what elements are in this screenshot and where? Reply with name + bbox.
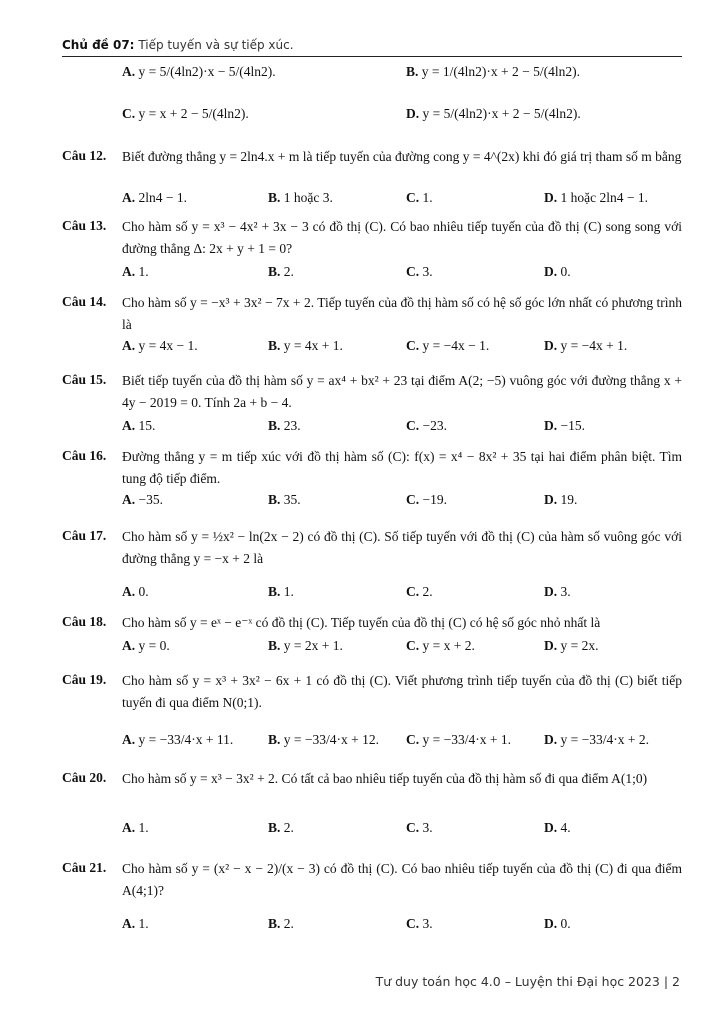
question-text: Cho hàm số y = (x² − x − 2)/(x − 3) có đồ thị (C). Có bao nhiêu tiếp tuyến của đồ thị (C) đi qua điểm A(4;1)? bbox=[122, 861, 682, 898]
question-text: Biết đường thẳng y = 2ln4.x + m là tiếp tuyến của đường cong y = 4^(2x) khi đó giá trị tham số m bằng bbox=[122, 149, 682, 164]
option-d: D. y = 2x. bbox=[544, 638, 599, 653]
option-b: B. y = 2x + 1. bbox=[268, 638, 343, 653]
question-label: Câu 19. bbox=[62, 672, 107, 687]
question-label: Câu 12. bbox=[62, 148, 107, 163]
question-label: Câu 14. bbox=[62, 294, 107, 309]
option-a: A. 0. bbox=[122, 584, 149, 599]
question-label: Câu 18. bbox=[62, 614, 107, 629]
option-a: A. 1. bbox=[122, 820, 149, 835]
prev-option-a: A. y = 5/(4ln2)·x − 5/(4ln2). bbox=[122, 64, 276, 79]
option-d: D. 0. bbox=[544, 264, 571, 279]
answer-choices bbox=[122, 584, 682, 604]
option-c: C. 1. bbox=[406, 190, 433, 205]
chapter-title: Tiếp tuyến và sự tiếp xúc. bbox=[138, 38, 294, 52]
option-c: C. 2. bbox=[406, 584, 433, 599]
option-a: A. 2ln4 − 1. bbox=[122, 190, 187, 205]
option-a: A. y = 4x − 1. bbox=[122, 338, 198, 353]
question-label: Câu 17. bbox=[62, 528, 107, 543]
answer-choices bbox=[122, 338, 682, 358]
chapter-label: Chủ đề 07: bbox=[62, 38, 135, 52]
answer-choices bbox=[122, 638, 682, 658]
answer-choices bbox=[122, 732, 682, 752]
option-b: B. 2. bbox=[268, 264, 294, 279]
option-c: C. y = −4x − 1. bbox=[406, 338, 490, 353]
page-footer: Tư duy toán học 4.0 – Luyện thi Đại học 2023 | 2 bbox=[375, 974, 680, 989]
option-b: B. y = 4x + 1. bbox=[268, 338, 343, 353]
answer-choices bbox=[122, 492, 682, 512]
option-d: D. y = −33/4·x + 2. bbox=[544, 732, 649, 747]
answer-choices bbox=[122, 916, 682, 936]
prev-option-b: B. y = 1/(4ln2)·x + 2 − 5/(4ln2). bbox=[406, 64, 580, 79]
question-text: Cho hàm số y = x³ − 3x² + 2. Có tất cả bao nhiêu tiếp tuyến của đồ thị hàm số đi qua điểm A(1;0) bbox=[122, 771, 648, 786]
option-b: B. 35. bbox=[268, 492, 301, 507]
answer-choices bbox=[122, 820, 682, 840]
option-c: C. −19. bbox=[406, 492, 447, 507]
option-c: C. y = x + 2. bbox=[406, 638, 475, 653]
option-a: A. y = 0. bbox=[122, 638, 170, 653]
option-b: B. y = −33/4·x + 12. bbox=[268, 732, 379, 747]
option-c: C. 3. bbox=[406, 820, 433, 835]
option-a: A. y = −33/4·x + 11. bbox=[122, 732, 234, 747]
question-label: Câu 16. bbox=[62, 448, 107, 463]
option-d: D. 4. bbox=[544, 820, 571, 835]
question-text: Cho hàm số y = eˣ − e⁻ˣ có đồ thị (C). Tiếp tuyến của đồ thị (C) có hệ số góc nhỏ nhất là bbox=[122, 615, 601, 630]
option-b: B. 23. bbox=[268, 418, 301, 433]
option-d: D. 0. bbox=[544, 916, 571, 931]
answer-choices bbox=[122, 418, 682, 438]
question-label: Câu 15. bbox=[62, 372, 107, 387]
question-text: Cho hàm số y = x³ − 4x² + 3x − 3 có đồ thị (C). Có bao nhiêu tiếp tuyến của đồ thị (C) song song với đường thẳng Δ: 2x + y + 1 = 0? bbox=[122, 219, 682, 256]
option-c: C. 3. bbox=[406, 916, 433, 931]
page-header bbox=[62, 38, 682, 57]
option-a: A. −35. bbox=[122, 492, 163, 507]
question-label: Câu 13. bbox=[62, 218, 107, 233]
question-text: Cho hàm số y = −x³ + 3x² − 7x + 2. Tiếp tuyến của đồ thị hàm số có hệ số góc lớn nhất có phương trình là bbox=[122, 295, 682, 332]
question-text: Biết tiếp tuyến của đồ thị hàm số y = ax⁴ + bx² + 23 tại điểm A(2; −5) vuông góc với đường thẳng x + 4y − 2019 = 0. Tính 2a + b − 4. bbox=[122, 373, 682, 410]
question-label: Câu 20. bbox=[62, 770, 107, 785]
option-d: D. 1 hoặc 2ln4 − 1. bbox=[544, 190, 648, 205]
option-c: C. y = −33/4·x + 1. bbox=[406, 732, 511, 747]
option-a: A. 1. bbox=[122, 264, 149, 279]
option-b: B. 1. bbox=[268, 584, 294, 599]
option-d: D. 19. bbox=[544, 492, 578, 507]
option-b: B. 2. bbox=[268, 820, 294, 835]
answer-choices bbox=[122, 190, 682, 210]
answer-choices bbox=[122, 264, 682, 284]
option-a: A. 1. bbox=[122, 916, 149, 931]
question-text: Đường thẳng y = m tiếp xúc với đồ thị hàm số (C): f(x) = x⁴ − 8x² + 35 tại hai điểm phân biệt. Tìm tung độ tiếp điểm. bbox=[122, 449, 682, 486]
question-text: Cho hàm số y = ½x² − ln(2x − 2) có đồ thị (C). Số tiếp tuyến với đồ thị (C) của hàm số vuông góc với đường thẳng y = −x + 2 là bbox=[122, 529, 682, 566]
question-label: Câu 21. bbox=[62, 860, 107, 875]
prev-option-c: C. y = x + 2 − 5/(4ln2). bbox=[122, 106, 249, 121]
option-a: A. 15. bbox=[122, 418, 156, 433]
option-b: B. 1 hoặc 3. bbox=[268, 190, 333, 205]
option-d: D. y = −4x + 1. bbox=[544, 338, 628, 353]
option-d: D. −15. bbox=[544, 418, 585, 433]
option-c: C. −23. bbox=[406, 418, 447, 433]
option-d: D. 3. bbox=[544, 584, 571, 599]
option-b: B. 2. bbox=[268, 916, 294, 931]
question-text: Cho hàm số y = x³ + 3x² − 6x + 1 có đồ thị (C). Viết phương trình tiếp tuyến của đồ thị (C) biết tiếp tuyến đi qua điểm N(0;1). bbox=[122, 673, 682, 710]
option-c: C. 3. bbox=[406, 264, 433, 279]
prev-option-d: D. y = 5/(4ln2)·x + 2 − 5/(4ln2). bbox=[406, 106, 581, 121]
